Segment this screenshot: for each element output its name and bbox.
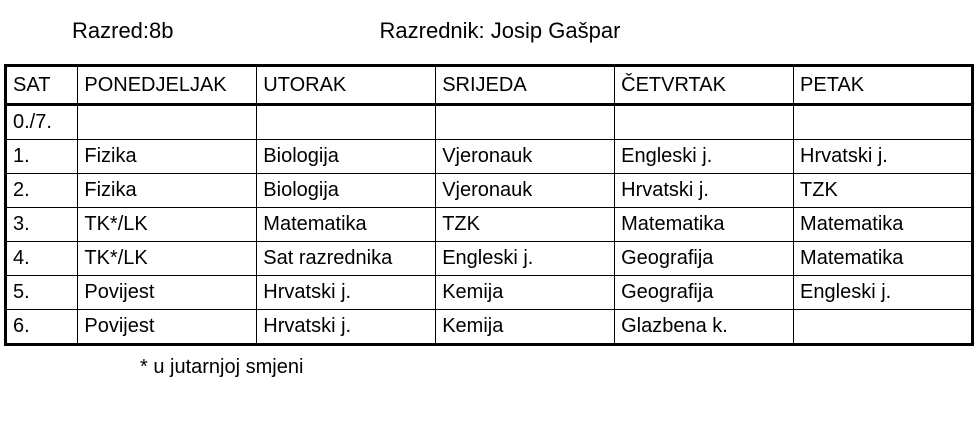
class-label: Razred:8b <box>72 18 174 43</box>
cell-wednesday <box>436 105 615 140</box>
cell-thursday <box>615 105 794 140</box>
period-label: 3. <box>6 208 78 242</box>
cell-wednesday: Kemija <box>436 310 615 345</box>
cell-friday: Hrvatski j. <box>794 140 973 174</box>
cell-thursday: Hrvatski j. <box>615 174 794 208</box>
cell-monday: TK*/LK <box>78 242 257 276</box>
period-label: 4. <box>6 242 78 276</box>
cell-thursday: Matematika <box>615 208 794 242</box>
cell-friday <box>794 310 973 345</box>
cell-wednesday: TZK <box>436 208 615 242</box>
column-header-wednesday: SRIJEDA <box>436 66 615 105</box>
table-row <box>6 310 973 345</box>
cell-wednesday: Vjeronauk <box>436 140 615 174</box>
timetable-body <box>6 105 973 345</box>
cell-monday: Povijest <box>78 310 257 345</box>
table-row <box>6 174 973 208</box>
cell-tuesday: Matematika <box>257 208 436 242</box>
cell-tuesday: Biologija <box>257 140 436 174</box>
footnote: * u jutarnjoj smjeni <box>140 356 304 378</box>
cell-monday: Povijest <box>78 276 257 310</box>
table-row <box>6 140 973 174</box>
cell-friday <box>794 105 973 140</box>
column-header-friday: PETAK <box>794 66 973 105</box>
cell-friday: Matematika <box>794 242 973 276</box>
teacher-label: Razrednik: Josip Gašpar <box>379 18 621 43</box>
cell-monday: Fizika <box>78 140 257 174</box>
period-label: 2. <box>6 174 78 208</box>
period-label: 0./7. <box>6 105 78 140</box>
period-label: 6. <box>6 310 78 345</box>
cell-monday: Fizika <box>78 174 257 208</box>
cell-tuesday <box>257 105 436 140</box>
cell-friday: TZK <box>794 174 973 208</box>
cell-friday: Engleski j. <box>794 276 973 310</box>
cell-thursday: Geografija <box>615 276 794 310</box>
cell-wednesday: Kemija <box>436 276 615 310</box>
column-header-thursday: ČETVRTAK <box>615 66 794 105</box>
cell-monday <box>78 105 257 140</box>
period-label: 1. <box>6 140 78 174</box>
timetable-wrapper <box>0 64 978 346</box>
cell-thursday: Engleski j. <box>615 140 794 174</box>
table-header-row <box>6 66 973 105</box>
page-header <box>0 0 978 44</box>
cell-wednesday: Vjeronauk <box>436 174 615 208</box>
column-header-tuesday: UTORAK <box>257 66 436 105</box>
timetable-head <box>6 66 973 105</box>
table-row <box>6 276 973 310</box>
column-header-monday: PONEDJELJAK <box>78 66 257 105</box>
cell-thursday: Glazbena k. <box>615 310 794 345</box>
cell-wednesday: Engleski j. <box>436 242 615 276</box>
cell-tuesday: Sat razrednika <box>257 242 436 276</box>
cell-tuesday: Hrvatski j. <box>257 310 436 345</box>
cell-monday: TK*/LK <box>78 208 257 242</box>
cell-tuesday: Hrvatski j. <box>257 276 436 310</box>
period-label: 5. <box>6 276 78 310</box>
cell-thursday: Geografija <box>615 242 794 276</box>
cell-friday: Matematika <box>794 208 973 242</box>
table-row <box>6 105 973 140</box>
table-row <box>6 242 973 276</box>
cell-tuesday: Biologija <box>257 174 436 208</box>
table-row <box>6 208 973 242</box>
column-header-sat: SAT <box>6 66 78 105</box>
timetable <box>4 64 974 346</box>
